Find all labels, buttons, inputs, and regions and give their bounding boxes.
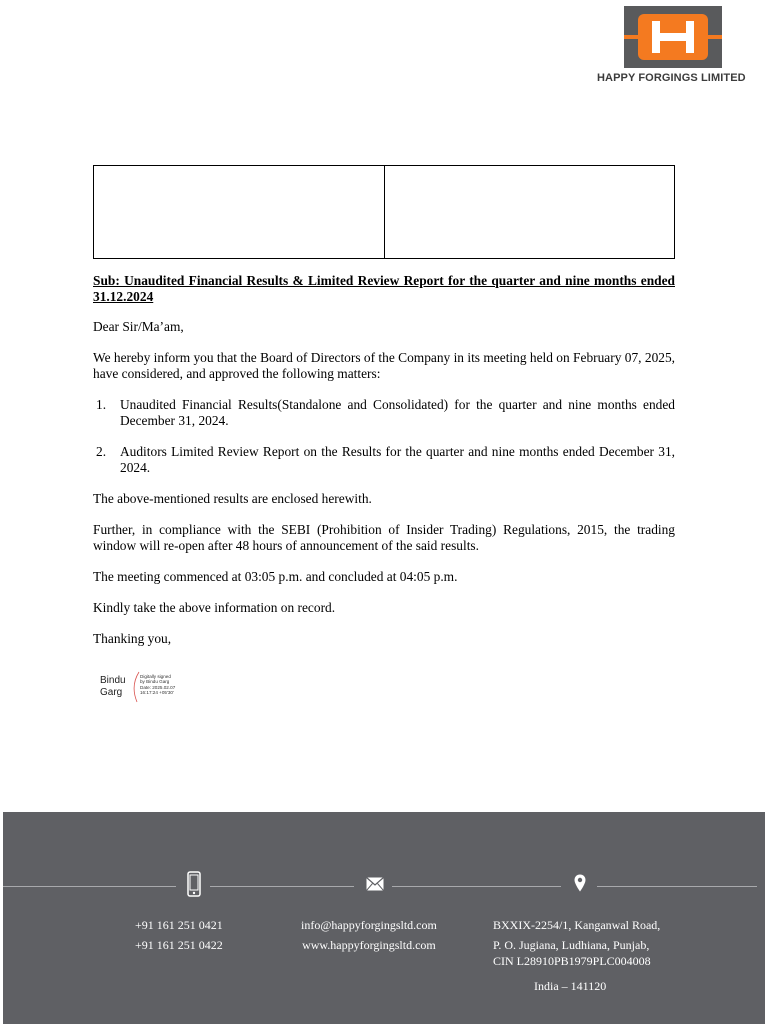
intro-paragraph: We hereby inform you that the Board of Directors of the Company in its meeting held on February 07, 2025, have considered, and approved the following matters: — [93, 350, 675, 381]
footer-phones — [135, 917, 223, 953]
salutation: Dear Sir/Ma’am, — [93, 319, 184, 334]
addressee-table — [93, 165, 675, 259]
signature-detail-line: 16:17:24 +05'30' — [140, 690, 174, 696]
record-request: Kindly take the above information on record. — [93, 600, 336, 615]
signature-details — [140, 674, 196, 696]
addressee-cell-right — [384, 166, 675, 258]
list-item-number: 1. — [96, 397, 107, 412]
matters-list — [93, 397, 675, 476]
logo-mark-icon — [624, 6, 722, 68]
list-item-number: 2. — [96, 444, 107, 459]
footer-divider — [597, 886, 757, 887]
signature-detail-line: Date: 2025.02.07 — [140, 684, 176, 690]
location-pin-icon — [574, 874, 586, 892]
address-line: P. O. Jugiana, Ludhiana, Punjab, — [493, 938, 650, 952]
footer-address — [493, 917, 660, 994]
mobile-phone-icon — [187, 871, 201, 897]
letter-body — [93, 273, 675, 662]
list-item — [93, 444, 675, 476]
footer-contact — [301, 917, 437, 953]
footer-divider — [3, 886, 176, 887]
meeting-time-paragraph: The meeting commenced at 03:05 p.m. and concluded at 04:05 p.m. — [93, 569, 458, 584]
country-pin: India – 141120 — [534, 979, 607, 993]
footer-website: www.happyforgingsltd.com — [302, 938, 436, 952]
list-item-text: Unaudited Financial Results(Standalone and Consolidated) for the quarter and nine months ended December 31, 2024. — [120, 397, 675, 428]
signature-detail-line: by Bindu Garg — [140, 679, 170, 685]
company-name: HAPPY FORGINGS LIMITED — [597, 72, 746, 84]
footer — [3, 812, 765, 1024]
letter-subject: Sub: Unaudited Financial Results & Limited Review Report for the quarter and nine months ended 31.12.2024 — [93, 273, 675, 304]
list-item-text: Auditors Limited Review Report on the Results for the quarter and nine months ended December 31, 2024. — [120, 444, 675, 475]
list-item — [93, 397, 675, 429]
signatory-name — [100, 675, 126, 699]
footer-divider — [392, 886, 561, 887]
signature-detail-line: Digitally signed — [140, 674, 171, 679]
cin-number: CIN L28910PB1979PLC004008 — [493, 954, 651, 968]
signatory-name-line1: Bindu — [100, 675, 126, 686]
addressee-cell-left — [94, 166, 384, 258]
company-logo — [624, 6, 722, 68]
footer-email: info@happyforgingsltd.com — [301, 918, 437, 932]
enclosed-paragraph: The above-mentioned results are enclosed herewith. — [93, 491, 372, 506]
address-line: BXXIX-2254/1, Kanganwal Road, — [493, 918, 661, 932]
envelope-icon — [366, 877, 384, 891]
compliance-paragraph: Further, in compliance with the SEBI (Prohibition of Insider Trading) Regulations, 2015, the trading window will re-open after 48 hours of announcement of the said results. — [93, 522, 675, 553]
signatory-name-line2: Garg — [100, 687, 123, 698]
phone-number: +91 161 251 0421 — [135, 918, 223, 932]
phone-number: +91 161 251 0422 — [135, 938, 223, 952]
digital-signature — [96, 670, 196, 706]
closing: Thanking you, — [93, 631, 172, 646]
footer-divider — [210, 886, 354, 887]
